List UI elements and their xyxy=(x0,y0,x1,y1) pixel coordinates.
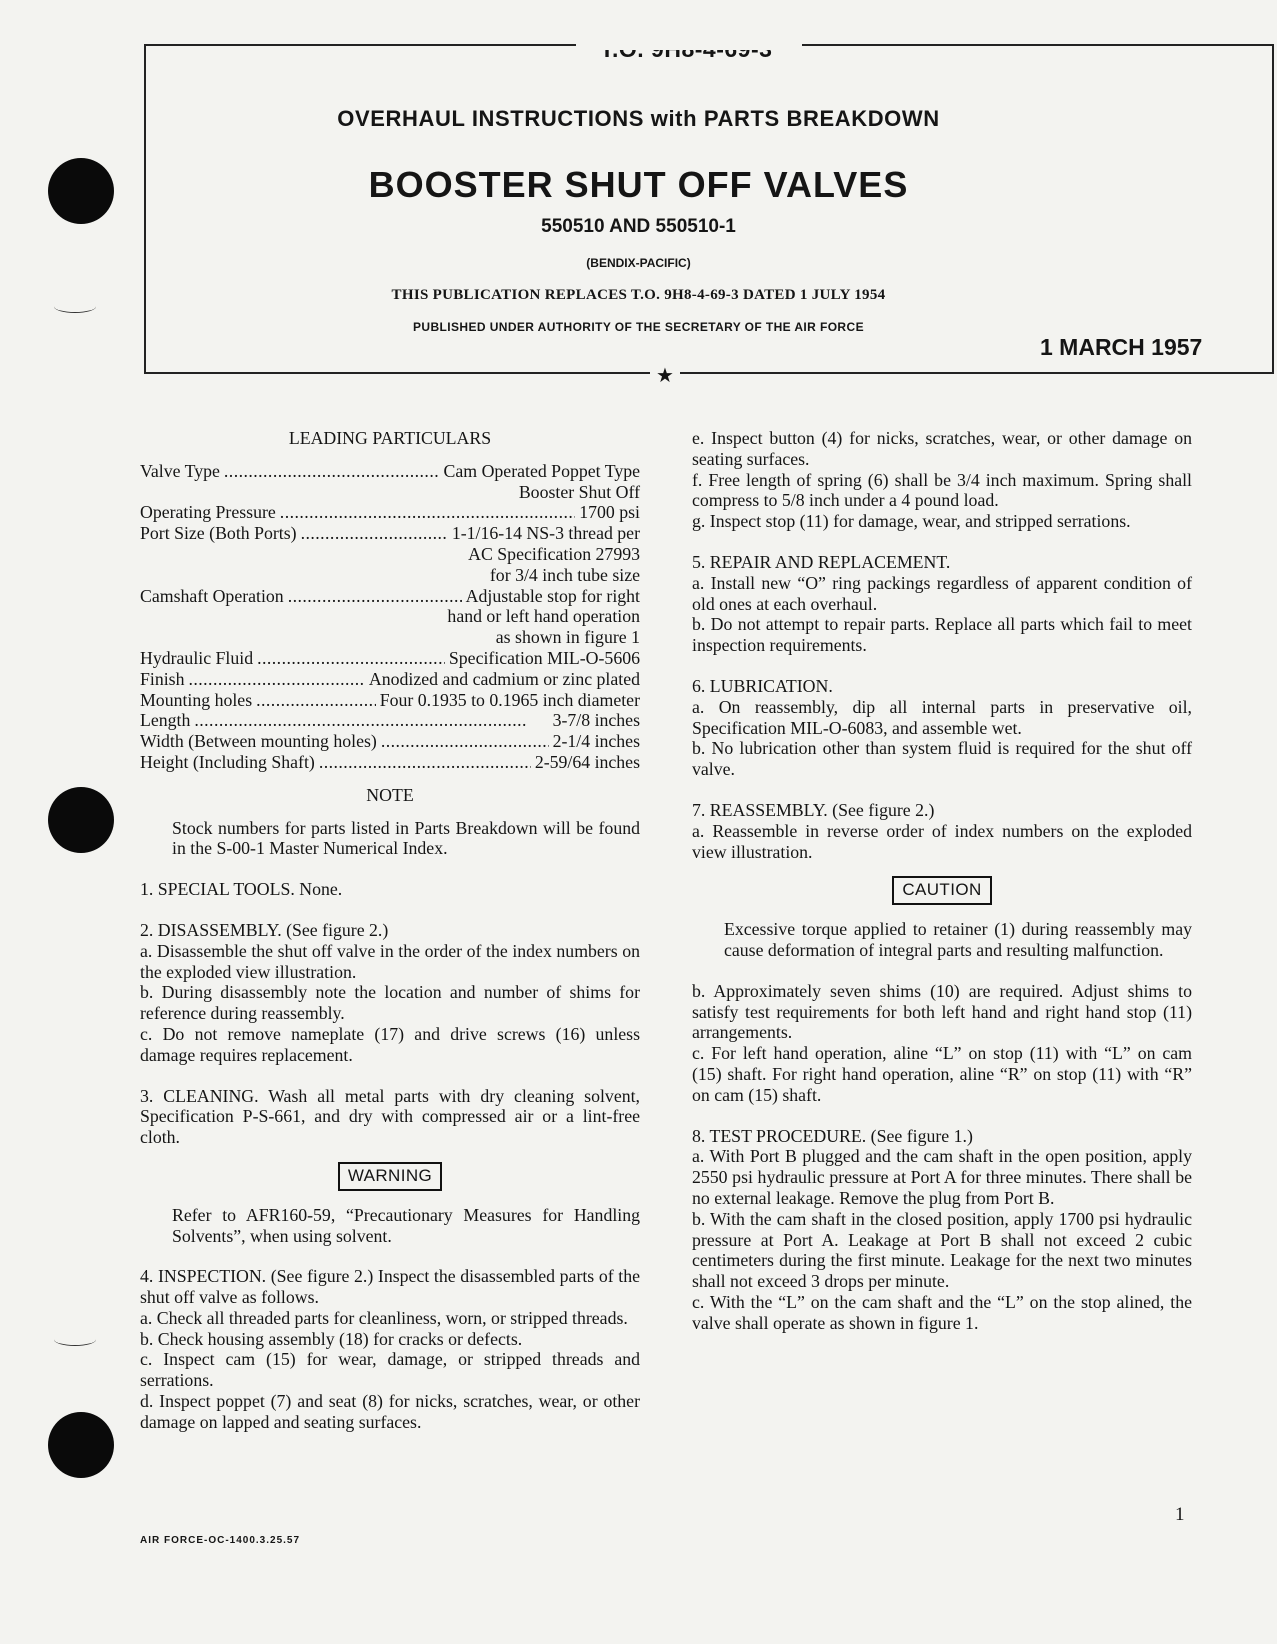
spec-list xyxy=(140,461,640,773)
section-disassembly-heading: 2. DISASSEMBLY. (See figure 2.) xyxy=(140,919,389,940)
spec-value: Anodized and cadmium or zinc plated xyxy=(368,668,640,689)
disassembly-step-b: b. During disassembly note the location and number of shims for reference during reassembly. xyxy=(140,982,640,1024)
inspection-step-a: a. Check all threaded parts for cleanliness, worn, or stripped threads. xyxy=(140,1307,628,1328)
section-inspection-heading: 4. INSPECTION. (See figure 2.) Inspect the disassembled parts of the shut off valve as follows. xyxy=(140,1266,640,1308)
spec-label: Width (Between mounting holes) xyxy=(140,731,377,752)
star-mark: ★ xyxy=(650,364,680,388)
margin-tick-mark xyxy=(54,1333,96,1346)
reassembly-step-a: a. Reassemble in reverse order of index numbers on the exploded view illustration. xyxy=(692,820,1192,862)
section-reassembly-heading: 7. REASSEMBLY. (See figure 2.) xyxy=(692,799,935,820)
spec-value-continuation: as shown in figure 1 xyxy=(495,627,640,648)
inspection-step-f: f. Free length of spring (6) shall be 3/4 inch maximum. Spring shall compress to 5/8 inch under a 4 pound load. xyxy=(692,469,1192,511)
binder-hole-middle xyxy=(48,787,114,853)
publication-date: 1 MARCH 1957 xyxy=(1040,334,1203,360)
spec-value-continuation: hand or left hand operation xyxy=(447,606,640,627)
spec-value: 2-1/4 inches xyxy=(552,731,640,752)
authority-notice: PUBLISHED UNDER AUTHORITY OF THE SECRETARY OF THE AIR FORCE xyxy=(413,320,864,334)
inspection-step-g: g. Inspect stop (11) for damage, wear, and stripped serrations. xyxy=(692,511,1131,532)
overhaul-heading: OVERHAUL INSTRUCTIONS with PARTS BREAKDOWN xyxy=(337,106,940,131)
repair-step-b: b. Do not attempt to repair parts. Replace all parts which fail to meet inspection requirements. xyxy=(692,614,1192,656)
spec-value: Specification MIL-O-5606 xyxy=(448,647,640,668)
section-special-tools: 1. SPECIAL TOOLS. None. xyxy=(140,879,343,900)
print-line: AIR FORCE-OC-1400.3.25.57 xyxy=(140,1535,301,1546)
dot-leader xyxy=(301,523,448,544)
caution-text: Excessive torque applied to retainer (1) during reassembly may cause deformation of integral parts and resulting malfunction. xyxy=(724,919,1192,960)
spec-row xyxy=(140,669,640,690)
spec-value-continuation: AC Specification 27993 xyxy=(468,543,640,564)
spec-row xyxy=(140,690,640,711)
dot-leader xyxy=(280,502,575,523)
spec-value: Cam Operated Poppet Type xyxy=(443,460,640,481)
inspection-step-d: d. Inspect poppet (7) and seat (8) for nicks, scratches, wear, or other damage on lapped and seating surfaces. xyxy=(140,1391,640,1432)
spec-label: Hydraulic Fluid xyxy=(140,647,254,668)
reassembly-step-b: b. Approximately seven shims (10) are required. Adjust shims to satisfy test requirements for both left hand and right hand stop (11) arrangements. xyxy=(692,980,1192,1043)
spec-row xyxy=(140,461,640,482)
section-cleaning: 3. CLEANING. Wash all metal parts with dry cleaning solvent, Specification P-S-661, and dry with compressed air or a lint-free cloth. xyxy=(140,1085,640,1148)
section-repair-heading: 5. REPAIR AND REPLACEMENT. xyxy=(692,551,951,572)
dot-leader xyxy=(381,731,549,752)
spec-label: Height (Including Shaft) xyxy=(140,751,315,772)
spec-value: 1700 psi xyxy=(579,502,640,523)
document-title: BOOSTER SHUT OFF VALVES xyxy=(368,164,909,205)
spec-row xyxy=(140,710,640,731)
test-step-a: a. With Port B plugged and the cam shaft in the open position, apply 2550 psi hydraulic pressure at Port A for three minutes. There shall be no external leakage. Remove the plug from Port B. xyxy=(692,1146,1192,1208)
lubrication-step-b: b. No lubrication other than system fluid is required for the shut off valve. xyxy=(692,738,1192,780)
dot-leader xyxy=(288,586,462,607)
dot-leader xyxy=(188,669,364,690)
disassembly-step-a: a. Disassemble the shut off valve in the order of the index numbers on the exploded view illustration. xyxy=(140,940,640,982)
spec-value: 1-1/16-14 NS-3 thread per xyxy=(451,523,640,544)
model-numbers: 550510 AND 550510-1 xyxy=(541,216,736,237)
reassembly-step-c: c. For left hand operation, aline “L” on stop (11) with “L” on cam (15) shaft. For right hand operation, aline “R” on stop (11) with “R” on cam (15) shaft. xyxy=(692,1043,1192,1105)
spec-row xyxy=(140,731,640,752)
spec-label: Length xyxy=(140,710,191,731)
dot-leader xyxy=(194,710,548,731)
spec-value-continuation: Booster Shut Off xyxy=(518,481,640,502)
left-column xyxy=(140,428,640,1433)
spec-label: Camshaft Operation xyxy=(140,585,284,606)
spec-row xyxy=(140,502,640,523)
spec-value: 3-7/8 inches xyxy=(552,710,640,731)
replaces-notice: THIS PUBLICATION REPLACES T.O. 9H8-4-69-3 DATED 1 JULY 1954 xyxy=(391,287,886,303)
spec-row xyxy=(140,648,640,669)
note-heading: NOTE xyxy=(366,784,414,805)
spec-value: Adjustable stop for right xyxy=(465,585,640,606)
warning-text: Refer to AFR160-59, “Precautionary Measures for Handling Solvents”, when using solvent. xyxy=(172,1204,640,1246)
section-lubrication-heading: 6. LUBRICATION. xyxy=(692,675,833,696)
section-test-heading: 8. TEST PROCEDURE. (See figure 1.) xyxy=(692,1125,973,1146)
repair-step-a: a. Install new “O” ring packings regardless of apparent condition of old ones at each overhaul. xyxy=(692,572,1192,614)
spec-label: Port Size (Both Ports) xyxy=(140,523,297,544)
spec-label: Finish xyxy=(140,668,185,689)
leading-particulars-heading: LEADING PARTICULARS xyxy=(288,428,492,448)
lubrication-step-a: a. On reassembly, dip all internal parts in preservative oil, Specification MIL-O-6083, and assemble wet. xyxy=(692,696,1192,738)
spec-value-continuation: for 3/4 inch tube size xyxy=(489,564,640,585)
test-step-b: b. With the cam shaft in the closed position, apply 1700 psi hydraulic pressure at Port A. Leakage at Port B shall not exceed 2 cubic centimeters during the first minute. Leakage for the next two minutes shall not exceed 3 drops per minute. xyxy=(692,1208,1192,1292)
spec-value: Four 0.1935 to 0.1965 inch diameter xyxy=(379,689,640,710)
spec-label: Mounting holes xyxy=(140,689,253,710)
inspection-step-e: e. Inspect button (4) for nicks, scratches, wear, or other damage on seating surfaces. xyxy=(692,428,1192,469)
spec-row xyxy=(140,523,640,544)
spec-label: Valve Type xyxy=(140,460,220,481)
right-column xyxy=(692,428,1192,1333)
manufacturer: (BENDIX-PACIFIC) xyxy=(586,256,691,270)
note-text: Stock numbers for parts listed in Parts Breakdown will be found in the S-00-1 Master Numerical Index. xyxy=(172,817,640,859)
inspection-step-c: c. Inspect cam (15) for wear, damage, or stripped threads and serrations. xyxy=(140,1349,640,1391)
inspection-step-b: b. Check housing assembly (18) for cracks or defects. xyxy=(140,1328,523,1349)
dot-leader xyxy=(257,648,445,669)
dot-leader xyxy=(256,690,376,711)
disassembly-step-c: c. Do not remove nameplate (17) and drive screws (16) unless damage requires replacement. xyxy=(140,1023,640,1065)
page-number: 1 xyxy=(1175,1504,1185,1525)
binder-hole-bottom xyxy=(48,1412,114,1478)
spec-label: Operating Pressure xyxy=(140,502,276,523)
dot-leader xyxy=(224,461,440,482)
spec-value: 2-59/64 inches xyxy=(534,751,640,772)
spec-row xyxy=(140,752,640,773)
spec-row xyxy=(140,586,640,607)
dot-leader xyxy=(319,752,531,773)
test-step-c: c. With the “L” on the cam shaft and the “L” on the stop alined, the valve shall operate as shown in figure 1. xyxy=(692,1291,1192,1333)
caution-label: CAUTION xyxy=(892,876,991,905)
warning-label: WARNING xyxy=(338,1162,442,1191)
